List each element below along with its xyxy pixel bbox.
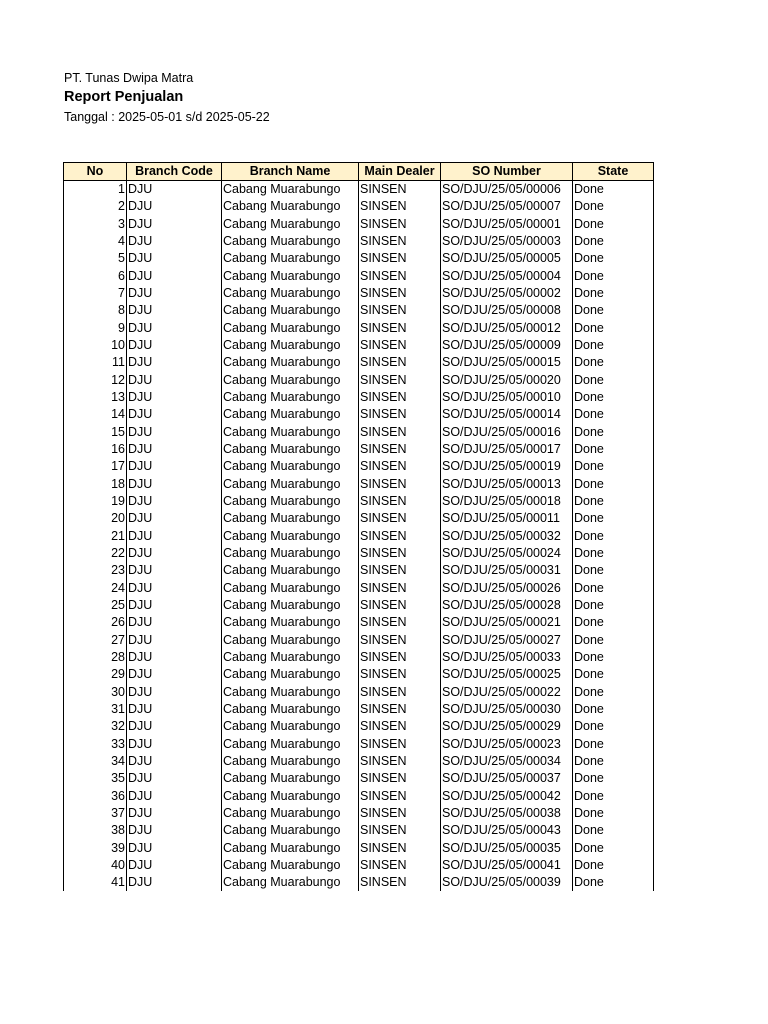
table-row	[64, 580, 654, 597]
main-dealer-cell: SINSEN	[359, 354, 441, 371]
state-cell: Done	[573, 666, 654, 683]
table-row	[64, 753, 654, 770]
so-number-cell: SO/DJU/25/05/00018	[441, 493, 573, 510]
table-row	[64, 787, 654, 804]
state-cell: Done	[573, 528, 654, 545]
so-number-cell: SO/DJU/25/05/00010	[441, 389, 573, 406]
main-dealer-cell: SINSEN	[359, 216, 441, 233]
column-header-branch-code: Branch Code	[127, 163, 222, 181]
row-number: 21	[64, 528, 127, 545]
state-cell: Done	[573, 389, 654, 406]
branch-code-cell: DJU	[127, 268, 222, 285]
state-cell: Done	[573, 857, 654, 874]
so-number-cell: SO/DJU/25/05/00037	[441, 770, 573, 787]
table-row	[64, 268, 654, 285]
main-dealer-cell: SINSEN	[359, 614, 441, 631]
branch-code-cell: DJU	[127, 198, 222, 215]
so-number-cell: SO/DJU/25/05/00043	[441, 822, 573, 839]
row-number: 19	[64, 493, 127, 510]
row-number: 17	[64, 458, 127, 475]
branch-name-cell: Cabang Muarabungo	[222, 770, 359, 787]
branch-code-cell: DJU	[127, 337, 222, 354]
so-number-cell: SO/DJU/25/05/00030	[441, 701, 573, 718]
branch-name-cell: Cabang Muarabungo	[222, 649, 359, 666]
table-row	[64, 424, 654, 441]
row-number: 34	[64, 753, 127, 770]
branch-code-cell: DJU	[127, 458, 222, 475]
state-cell: Done	[573, 787, 654, 804]
so-number-cell: SO/DJU/25/05/00014	[441, 406, 573, 423]
so-number-cell: SO/DJU/25/05/00006	[441, 181, 573, 199]
state-cell: Done	[573, 597, 654, 614]
so-number-cell: SO/DJU/25/05/00003	[441, 233, 573, 250]
table-row	[64, 614, 654, 631]
branch-code-cell: DJU	[127, 822, 222, 839]
main-dealer-cell: SINSEN	[359, 389, 441, 406]
branch-code-cell: DJU	[127, 406, 222, 423]
row-number: 10	[64, 337, 127, 354]
so-number-cell: SO/DJU/25/05/00026	[441, 580, 573, 597]
branch-name-cell: Cabang Muarabungo	[222, 337, 359, 354]
branch-name-cell: Cabang Muarabungo	[222, 753, 359, 770]
main-dealer-cell: SINSEN	[359, 372, 441, 389]
row-number: 29	[64, 666, 127, 683]
main-dealer-cell: SINSEN	[359, 424, 441, 441]
state-cell: Done	[573, 545, 654, 562]
main-dealer-cell: SINSEN	[359, 580, 441, 597]
state-cell: Done	[573, 718, 654, 735]
so-number-cell: SO/DJU/25/05/00033	[441, 649, 573, 666]
branch-name-cell: Cabang Muarabungo	[222, 736, 359, 753]
state-cell: Done	[573, 874, 654, 891]
state-cell: Done	[573, 580, 654, 597]
so-number-cell: SO/DJU/25/05/00042	[441, 787, 573, 804]
branch-name-cell: Cabang Muarabungo	[222, 839, 359, 856]
state-cell: Done	[573, 510, 654, 527]
branch-name-cell: Cabang Muarabungo	[222, 632, 359, 649]
main-dealer-cell: SINSEN	[359, 787, 441, 804]
so-number-cell: SO/DJU/25/05/00020	[441, 372, 573, 389]
sales-report-table	[63, 162, 654, 891]
state-cell: Done	[573, 285, 654, 302]
so-number-cell: SO/DJU/25/05/00032	[441, 528, 573, 545]
so-number-cell: SO/DJU/25/05/00024	[441, 545, 573, 562]
row-number: 32	[64, 718, 127, 735]
row-number: 38	[64, 822, 127, 839]
state-cell: Done	[573, 632, 654, 649]
branch-name-cell: Cabang Muarabungo	[222, 285, 359, 302]
table-row	[64, 389, 654, 406]
column-header-no: No	[64, 163, 127, 181]
table-row	[64, 354, 654, 371]
table-row	[64, 216, 654, 233]
row-number: 22	[64, 545, 127, 562]
row-number: 30	[64, 684, 127, 701]
branch-code-cell: DJU	[127, 510, 222, 527]
state-cell: Done	[573, 753, 654, 770]
row-number: 14	[64, 406, 127, 423]
branch-code-cell: DJU	[127, 580, 222, 597]
branch-name-cell: Cabang Muarabungo	[222, 597, 359, 614]
branch-name-cell: Cabang Muarabungo	[222, 268, 359, 285]
so-number-cell: SO/DJU/25/05/00041	[441, 857, 573, 874]
row-number: 40	[64, 857, 127, 874]
table-row	[64, 649, 654, 666]
column-header-so-number: SO Number	[441, 163, 573, 181]
row-number: 12	[64, 372, 127, 389]
state-cell: Done	[573, 216, 654, 233]
branch-code-cell: DJU	[127, 874, 222, 891]
branch-name-cell: Cabang Muarabungo	[222, 822, 359, 839]
row-number: 31	[64, 701, 127, 718]
main-dealer-cell: SINSEN	[359, 285, 441, 302]
so-number-cell: SO/DJU/25/05/00023	[441, 736, 573, 753]
branch-name-cell: Cabang Muarabungo	[222, 562, 359, 579]
state-cell: Done	[573, 406, 654, 423]
branch-code-cell: DJU	[127, 787, 222, 804]
table-row	[64, 337, 654, 354]
branch-name-cell: Cabang Muarabungo	[222, 389, 359, 406]
so-number-cell: SO/DJU/25/05/00011	[441, 510, 573, 527]
so-number-cell: SO/DJU/25/05/00015	[441, 354, 573, 371]
branch-name-cell: Cabang Muarabungo	[222, 476, 359, 493]
branch-code-cell: DJU	[127, 736, 222, 753]
main-dealer-cell: SINSEN	[359, 666, 441, 683]
so-number-cell: SO/DJU/25/05/00001	[441, 216, 573, 233]
so-number-cell: SO/DJU/25/05/00012	[441, 320, 573, 337]
table-row	[64, 545, 654, 562]
row-number: 25	[64, 597, 127, 614]
branch-name-cell: Cabang Muarabungo	[222, 406, 359, 423]
branch-code-cell: DJU	[127, 701, 222, 718]
row-number: 35	[64, 770, 127, 787]
branch-name-cell: Cabang Muarabungo	[222, 181, 359, 199]
branch-code-cell: DJU	[127, 632, 222, 649]
row-number: 24	[64, 580, 127, 597]
state-cell: Done	[573, 822, 654, 839]
state-cell: Done	[573, 562, 654, 579]
table-row	[64, 822, 654, 839]
branch-name-cell: Cabang Muarabungo	[222, 424, 359, 441]
table-row	[64, 666, 654, 683]
branch-name-cell: Cabang Muarabungo	[222, 666, 359, 683]
branch-name-cell: Cabang Muarabungo	[222, 458, 359, 475]
table-row	[64, 302, 654, 319]
company-name: PT. Tunas Dwipa Matra	[64, 71, 194, 85]
so-number-cell: SO/DJU/25/05/00028	[441, 597, 573, 614]
branch-code-cell: DJU	[127, 839, 222, 856]
state-cell: Done	[573, 770, 654, 787]
row-number: 28	[64, 649, 127, 666]
row-number: 33	[64, 736, 127, 753]
state-cell: Done	[573, 441, 654, 458]
so-number-cell: SO/DJU/25/05/00016	[441, 424, 573, 441]
branch-code-cell: DJU	[127, 493, 222, 510]
state-cell: Done	[573, 302, 654, 319]
so-number-cell: SO/DJU/25/05/00022	[441, 684, 573, 701]
row-number: 18	[64, 476, 127, 493]
main-dealer-cell: SINSEN	[359, 649, 441, 666]
branch-code-cell: DJU	[127, 805, 222, 822]
state-cell: Done	[573, 839, 654, 856]
so-number-cell: SO/DJU/25/05/00002	[441, 285, 573, 302]
row-number: 26	[64, 614, 127, 631]
row-number: 39	[64, 839, 127, 856]
branch-code-cell: DJU	[127, 441, 222, 458]
main-dealer-cell: SINSEN	[359, 510, 441, 527]
table-row	[64, 441, 654, 458]
branch-code-cell: DJU	[127, 181, 222, 199]
main-dealer-cell: SINSEN	[359, 476, 441, 493]
row-number: 20	[64, 510, 127, 527]
table-row	[64, 684, 654, 701]
branch-name-cell: Cabang Muarabungo	[222, 857, 359, 874]
branch-code-cell: DJU	[127, 285, 222, 302]
branch-name-cell: Cabang Muarabungo	[222, 701, 359, 718]
main-dealer-cell: SINSEN	[359, 736, 441, 753]
table-row	[64, 718, 654, 735]
main-dealer-cell: SINSEN	[359, 406, 441, 423]
state-cell: Done	[573, 268, 654, 285]
table-row	[64, 372, 654, 389]
so-number-cell: SO/DJU/25/05/00019	[441, 458, 573, 475]
state-cell: Done	[573, 614, 654, 631]
state-cell: Done	[573, 736, 654, 753]
so-number-cell: SO/DJU/25/05/00027	[441, 632, 573, 649]
branch-code-cell: DJU	[127, 562, 222, 579]
state-cell: Done	[573, 701, 654, 718]
main-dealer-cell: SINSEN	[359, 701, 441, 718]
state-cell: Done	[573, 493, 654, 510]
so-number-cell: SO/DJU/25/05/00035	[441, 839, 573, 856]
table-row	[64, 770, 654, 787]
branch-name-cell: Cabang Muarabungo	[222, 805, 359, 822]
branch-name-cell: Cabang Muarabungo	[222, 302, 359, 319]
row-number: 2	[64, 198, 127, 215]
branch-name-cell: Cabang Muarabungo	[222, 787, 359, 804]
so-number-cell: SO/DJU/25/05/00007	[441, 198, 573, 215]
table-body	[64, 181, 654, 892]
table-row	[64, 632, 654, 649]
row-number: 11	[64, 354, 127, 371]
main-dealer-cell: SINSEN	[359, 493, 441, 510]
branch-name-cell: Cabang Muarabungo	[222, 198, 359, 215]
branch-name-cell: Cabang Muarabungo	[222, 372, 359, 389]
branch-code-cell: DJU	[127, 354, 222, 371]
branch-name-cell: Cabang Muarabungo	[222, 614, 359, 631]
state-cell: Done	[573, 424, 654, 441]
branch-name-cell: Cabang Muarabungo	[222, 320, 359, 337]
column-header-state: State	[573, 163, 654, 181]
state-cell: Done	[573, 337, 654, 354]
table-row	[64, 528, 654, 545]
row-number: 16	[64, 441, 127, 458]
table-row	[64, 320, 654, 337]
column-header-branch-name: Branch Name	[222, 163, 359, 181]
branch-code-cell: DJU	[127, 614, 222, 631]
so-number-cell: SO/DJU/25/05/00025	[441, 666, 573, 683]
main-dealer-cell: SINSEN	[359, 857, 441, 874]
main-dealer-cell: SINSEN	[359, 233, 441, 250]
so-number-cell: SO/DJU/25/05/00038	[441, 805, 573, 822]
branch-name-cell: Cabang Muarabungo	[222, 684, 359, 701]
state-cell: Done	[573, 372, 654, 389]
table-row	[64, 510, 654, 527]
state-cell: Done	[573, 354, 654, 371]
branch-name-cell: Cabang Muarabungo	[222, 216, 359, 233]
state-cell: Done	[573, 458, 654, 475]
row-number: 15	[64, 424, 127, 441]
main-dealer-cell: SINSEN	[359, 302, 441, 319]
table-row	[64, 701, 654, 718]
table-row	[64, 874, 654, 891]
branch-code-cell: DJU	[127, 718, 222, 735]
main-dealer-cell: SINSEN	[359, 822, 441, 839]
branch-code-cell: DJU	[127, 753, 222, 770]
branch-code-cell: DJU	[127, 666, 222, 683]
row-number: 6	[64, 268, 127, 285]
table-row	[64, 233, 654, 250]
row-number: 23	[64, 562, 127, 579]
branch-code-cell: DJU	[127, 302, 222, 319]
branch-name-cell: Cabang Muarabungo	[222, 580, 359, 597]
main-dealer-cell: SINSEN	[359, 874, 441, 891]
row-number: 8	[64, 302, 127, 319]
main-dealer-cell: SINSEN	[359, 718, 441, 735]
table-row	[64, 198, 654, 215]
table-row	[64, 857, 654, 874]
column-header-main-dealer: Main Dealer	[359, 163, 441, 181]
so-number-cell: SO/DJU/25/05/00034	[441, 753, 573, 770]
main-dealer-cell: SINSEN	[359, 441, 441, 458]
main-dealer-cell: SINSEN	[359, 684, 441, 701]
branch-code-cell: DJU	[127, 545, 222, 562]
row-number: 9	[64, 320, 127, 337]
branch-code-cell: DJU	[127, 476, 222, 493]
branch-code-cell: DJU	[127, 389, 222, 406]
main-dealer-cell: SINSEN	[359, 839, 441, 856]
branch-code-cell: DJU	[127, 857, 222, 874]
state-cell: Done	[573, 233, 654, 250]
table-row	[64, 285, 654, 302]
main-dealer-cell: SINSEN	[359, 458, 441, 475]
main-dealer-cell: SINSEN	[359, 632, 441, 649]
state-cell: Done	[573, 198, 654, 215]
branch-code-cell: DJU	[127, 320, 222, 337]
row-number: 7	[64, 285, 127, 302]
row-number: 5	[64, 250, 127, 267]
branch-code-cell: DJU	[127, 649, 222, 666]
so-number-cell: SO/DJU/25/05/00008	[441, 302, 573, 319]
so-number-cell: SO/DJU/25/05/00031	[441, 562, 573, 579]
main-dealer-cell: SINSEN	[359, 545, 441, 562]
branch-code-cell: DJU	[127, 597, 222, 614]
date-range: Tanggal : 2025-05-01 s/d 2025-05-22	[64, 110, 270, 124]
state-cell: Done	[573, 181, 654, 199]
table-row	[64, 493, 654, 510]
main-dealer-cell: SINSEN	[359, 805, 441, 822]
state-cell: Done	[573, 476, 654, 493]
table-row	[64, 181, 654, 199]
branch-name-cell: Cabang Muarabungo	[222, 545, 359, 562]
so-number-cell: SO/DJU/25/05/00017	[441, 441, 573, 458]
branch-code-cell: DJU	[127, 528, 222, 545]
branch-code-cell: DJU	[127, 770, 222, 787]
table-row	[64, 476, 654, 493]
table-row	[64, 250, 654, 267]
table-row	[64, 458, 654, 475]
so-number-cell: SO/DJU/25/05/00009	[441, 337, 573, 354]
state-cell: Done	[573, 684, 654, 701]
branch-code-cell: DJU	[127, 684, 222, 701]
main-dealer-cell: SINSEN	[359, 268, 441, 285]
table-row	[64, 406, 654, 423]
branch-name-cell: Cabang Muarabungo	[222, 250, 359, 267]
so-number-cell: SO/DJU/25/05/00013	[441, 476, 573, 493]
so-number-cell: SO/DJU/25/05/00029	[441, 718, 573, 735]
table-row	[64, 736, 654, 753]
main-dealer-cell: SINSEN	[359, 198, 441, 215]
main-dealer-cell: SINSEN	[359, 562, 441, 579]
branch-name-cell: Cabang Muarabungo	[222, 528, 359, 545]
main-dealer-cell: SINSEN	[359, 250, 441, 267]
table-row	[64, 562, 654, 579]
row-number: 37	[64, 805, 127, 822]
state-cell: Done	[573, 250, 654, 267]
table-header-row	[64, 163, 654, 181]
main-dealer-cell: SINSEN	[359, 753, 441, 770]
row-number: 41	[64, 874, 127, 891]
main-dealer-cell: SINSEN	[359, 337, 441, 354]
main-dealer-cell: SINSEN	[359, 181, 441, 199]
branch-code-cell: DJU	[127, 250, 222, 267]
branch-code-cell: DJU	[127, 233, 222, 250]
branch-code-cell: DJU	[127, 216, 222, 233]
branch-name-cell: Cabang Muarabungo	[222, 718, 359, 735]
row-number: 36	[64, 787, 127, 804]
table-row	[64, 805, 654, 822]
so-number-cell: SO/DJU/25/05/00004	[441, 268, 573, 285]
branch-name-cell: Cabang Muarabungo	[222, 510, 359, 527]
so-number-cell: SO/DJU/25/05/00039	[441, 874, 573, 891]
main-dealer-cell: SINSEN	[359, 770, 441, 787]
report-title: Report Penjualan	[64, 89, 184, 105]
so-number-cell: SO/DJU/25/05/00021	[441, 614, 573, 631]
main-dealer-cell: SINSEN	[359, 597, 441, 614]
branch-name-cell: Cabang Muarabungo	[222, 874, 359, 891]
table-row	[64, 597, 654, 614]
branch-code-cell: DJU	[127, 372, 222, 389]
branch-name-cell: Cabang Muarabungo	[222, 233, 359, 250]
row-number: 4	[64, 233, 127, 250]
row-number: 1	[64, 181, 127, 199]
row-number: 13	[64, 389, 127, 406]
state-cell: Done	[573, 649, 654, 666]
main-dealer-cell: SINSEN	[359, 528, 441, 545]
branch-name-cell: Cabang Muarabungo	[222, 354, 359, 371]
main-dealer-cell: SINSEN	[359, 320, 441, 337]
state-cell: Done	[573, 805, 654, 822]
table-row	[64, 839, 654, 856]
state-cell: Done	[573, 320, 654, 337]
so-number-cell: SO/DJU/25/05/00005	[441, 250, 573, 267]
branch-name-cell: Cabang Muarabungo	[222, 441, 359, 458]
row-number: 3	[64, 216, 127, 233]
branch-code-cell: DJU	[127, 424, 222, 441]
branch-name-cell: Cabang Muarabungo	[222, 493, 359, 510]
row-number: 27	[64, 632, 127, 649]
